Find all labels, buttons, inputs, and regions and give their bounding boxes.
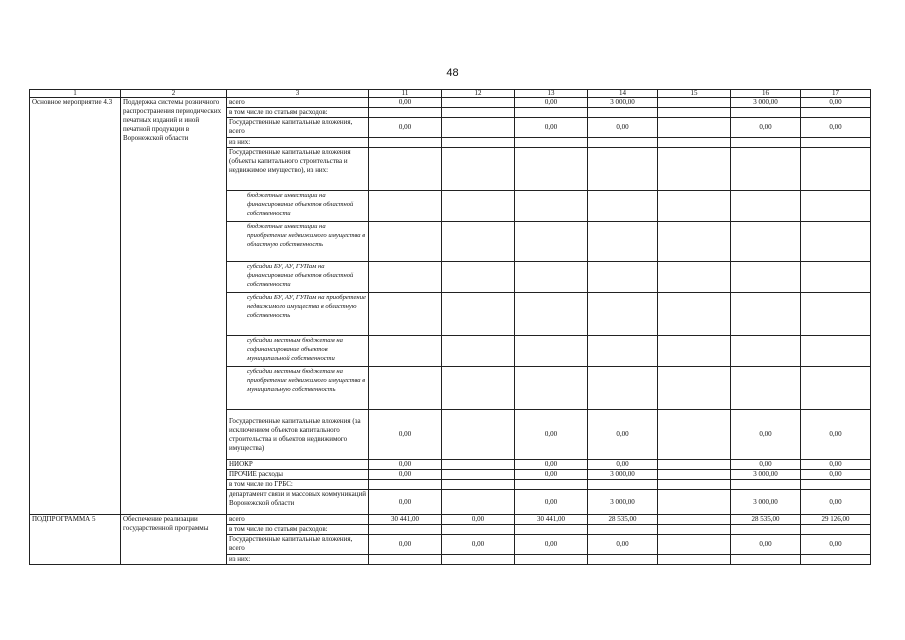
- row-label: субсидии БУ, АУ, ГУПам на приобретение недвижимого имущества в областную собственность: [227, 293, 369, 336]
- row-label: из них:: [227, 555, 369, 565]
- row-label: в том числе по статьям расходов:: [227, 108, 369, 118]
- value-cell: [658, 118, 731, 138]
- header-cell: 11: [369, 90, 442, 98]
- value-cell: 0,00: [369, 460, 442, 470]
- value-cell: 0,00: [731, 410, 801, 460]
- value-cell: 3 000,00: [731, 98, 801, 108]
- value-cell: 29 126,00: [801, 515, 871, 525]
- value-cell: 0,00: [442, 535, 515, 555]
- value-cell: 0,00: [369, 535, 442, 555]
- row-label: субсидии местным бюджетам на софинансирование объектов муниципальной собственности: [227, 336, 369, 367]
- table-row: [30, 515, 871, 525]
- measure-code: Основное мероприятие 4.3: [30, 98, 121, 515]
- value-cell: 28 535,00: [588, 515, 658, 525]
- value-cell: [442, 118, 515, 138]
- header-cell: 3: [227, 90, 369, 98]
- header-cell: 14: [588, 90, 658, 98]
- value-cell: 0,00: [801, 118, 871, 138]
- row-label: всего: [227, 515, 369, 525]
- value-cell: 3 000,00: [731, 490, 801, 515]
- row-label: в том числе по статьям расходов:: [227, 525, 369, 535]
- row-label: субсидии местным бюджетам на приобретение недвижимого имущества в муниципальную собственность: [227, 367, 369, 410]
- header-cell: 13: [515, 90, 588, 98]
- value-cell: [658, 470, 731, 480]
- value-cell: [658, 490, 731, 515]
- value-cell: 0,00: [515, 490, 588, 515]
- value-cell: 0,00: [369, 410, 442, 460]
- value-cell: 0,00: [369, 98, 442, 108]
- value-cell: 0,00: [588, 460, 658, 470]
- value-cell: [442, 470, 515, 480]
- value-cell: 3 000,00: [731, 470, 801, 480]
- value-cell: [658, 410, 731, 460]
- value-cell: 0,00: [731, 460, 801, 470]
- value-cell: 0,00: [801, 460, 871, 470]
- row-label: Государственные капитальные вложения (объекты капитального строительства и недвижимое имущество), из них:: [227, 148, 369, 191]
- value-cell: 0,00: [801, 410, 871, 460]
- subprogram-code: ПОДПРОГРАММА 5: [30, 515, 121, 565]
- value-cell: 28 535,00: [731, 515, 801, 525]
- value-cell: 0,00: [588, 410, 658, 460]
- value-cell: 3 000,00: [588, 98, 658, 108]
- row-label: субсидии БУ, АУ, ГУПам на финансирование объектов областной собственности: [227, 262, 369, 293]
- row-label: Государственные капитальные вложения, всего: [227, 535, 369, 555]
- header-cell: 1: [30, 90, 121, 98]
- row-label: НИОКР: [227, 460, 369, 470]
- header-cell: 16: [731, 90, 801, 98]
- row-label: Государственные капитальные вложения (за исключением объектов капитального строительства и объектов недвижимого имущества): [227, 410, 369, 460]
- value-cell: [442, 490, 515, 515]
- value-cell: 0,00: [515, 118, 588, 138]
- value-cell: 30 441,00: [515, 515, 588, 525]
- row-label: департамент связи и массовых коммуникаций Воронежской области: [227, 490, 369, 515]
- value-cell: 0,00: [515, 535, 588, 555]
- value-cell: 3 000,00: [588, 470, 658, 480]
- value-cell: 0,00: [801, 535, 871, 555]
- value-cell: [658, 98, 731, 108]
- row-label: всего: [227, 98, 369, 108]
- header-cell: 15: [658, 90, 731, 98]
- row-label: бюджетные инвестиции на приобретение недвижимого имущества в областную собственность: [227, 222, 369, 262]
- budget-table: [29, 89, 871, 565]
- value-cell: 0,00: [442, 515, 515, 525]
- value-cell: [442, 410, 515, 460]
- row-label: из них:: [227, 138, 369, 148]
- value-cell: 0,00: [515, 460, 588, 470]
- measure-title: Поддержка системы розничного распространения периодических печатных изданий и иной печатной продукции в Воронежской области: [121, 98, 227, 515]
- header-cell: 2: [121, 90, 227, 98]
- value-cell: 0,00: [588, 535, 658, 555]
- value-cell: 0,00: [515, 470, 588, 480]
- value-cell: 0,00: [801, 98, 871, 108]
- value-cell: 0,00: [369, 490, 442, 515]
- value-cell: 30 441,00: [369, 515, 442, 525]
- header-cell: 12: [442, 90, 515, 98]
- value-cell: 0,00: [801, 490, 871, 515]
- value-cell: [658, 515, 731, 525]
- value-cell: [658, 460, 731, 470]
- value-cell: [442, 98, 515, 108]
- header-cell: 17: [801, 90, 871, 98]
- value-cell: 0,00: [369, 118, 442, 138]
- value-cell: [442, 460, 515, 470]
- row-label: Государственные капитальные вложения, всего: [227, 118, 369, 138]
- value-cell: 0,00: [515, 410, 588, 460]
- value-cell: 0,00: [588, 118, 658, 138]
- value-cell: 0,00: [515, 98, 588, 108]
- subprogram-title: Обеспечение реализации государственной программы: [121, 515, 227, 565]
- value-cell: 0,00: [369, 470, 442, 480]
- header-row: [30, 90, 871, 98]
- value-cell: 0,00: [731, 535, 801, 555]
- value-cell: 0,00: [731, 118, 801, 138]
- page-number: 48: [446, 67, 459, 79]
- row-label: ПРОЧИЕ расходы: [227, 470, 369, 480]
- value-cell: 0,00: [801, 470, 871, 480]
- value-cell: [658, 535, 731, 555]
- row-label: в том числе по ГРБС:: [227, 480, 369, 490]
- value-cell: 3 000,00: [588, 490, 658, 515]
- row-label: бюджетные инвестиции на финансирование объектов областной собственности: [227, 191, 369, 222]
- table-row: [30, 98, 871, 108]
